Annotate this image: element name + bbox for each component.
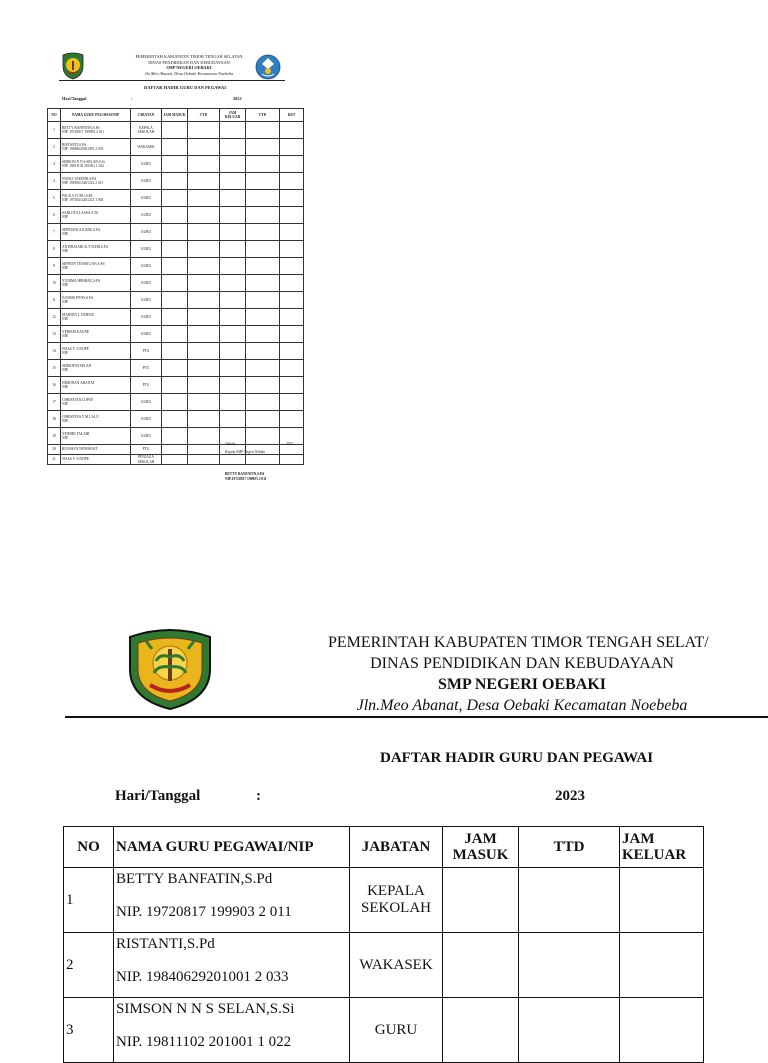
- row-ttd-2[interactable]: [246, 360, 280, 377]
- date-year: 2023: [555, 788, 585, 804]
- row-no: 5: [48, 190, 61, 207]
- row-ttd[interactable]: [188, 411, 220, 428]
- row-no: 20: [48, 445, 61, 455]
- col-jam-masuk: JAM MASUK: [443, 827, 519, 868]
- row-jam-keluar[interactable]: [220, 394, 246, 411]
- row-name-cell: [61, 455, 131, 465]
- table-row: [48, 258, 304, 275]
- row-ttd[interactable]: [188, 326, 220, 343]
- row-ttd-2[interactable]: [246, 275, 280, 292]
- row-name-cell: [114, 933, 350, 998]
- col-jam-keluar: JAM KELUAR: [220, 109, 246, 122]
- document-zoom-view: [0, 600, 768, 1050]
- row-ttd[interactable]: [188, 455, 220, 465]
- doc-title: DAFTAR HADIR GURU DAN PEGAWAI: [144, 85, 226, 90]
- table-row: [48, 122, 304, 139]
- row-jabatan: GURU: [350, 998, 443, 1063]
- row-jam-masuk[interactable]: [162, 455, 188, 465]
- row-jam-masuk[interactable]: [162, 139, 188, 156]
- row-ttd[interactable]: [188, 275, 220, 292]
- row-name-cell: [61, 122, 131, 139]
- table-row: [48, 139, 304, 156]
- row-jabatan: GURU: [131, 207, 162, 224]
- row-jabatan: GURU: [131, 411, 162, 428]
- row-jam-masuk[interactable]: [443, 998, 519, 1063]
- row-jam-keluar[interactable]: [220, 292, 246, 309]
- row-ttd[interactable]: [188, 241, 220, 258]
- row-no: 17: [48, 394, 61, 411]
- row-ttd[interactable]: [188, 394, 220, 411]
- row-no: 3: [48, 156, 61, 173]
- regency-crest-icon: [61, 52, 85, 80]
- row-jam-masuk[interactable]: [162, 326, 188, 343]
- row-jam-keluar[interactable]: [220, 173, 246, 190]
- row-jabatan: GURU: [131, 156, 162, 173]
- row-ttd[interactable]: [188, 122, 220, 139]
- col-ttd-2: TTD: [246, 109, 280, 122]
- signature-place: Oebaki,: [225, 442, 237, 446]
- row-no: 15: [48, 360, 61, 377]
- row-name-cell: [61, 445, 131, 455]
- table-row: [48, 173, 304, 190]
- row-nip: NIP. 19810615201212 2 011: [62, 181, 104, 185]
- row-jam-masuk[interactable]: [162, 224, 188, 241]
- row-ttd[interactable]: [188, 292, 220, 309]
- row-no: 10: [48, 275, 61, 292]
- row-name: RISTANTI,S.Pd: [62, 142, 86, 147]
- row-ket[interactable]: [280, 241, 304, 258]
- row-ttd[interactable]: [188, 207, 220, 224]
- doc-title: DAFTAR HADIR GURU DAN PEGAWAI: [380, 750, 654, 766]
- row-jabatan: KEPALA SEKOLAH: [131, 122, 162, 139]
- row-ket[interactable]: [280, 292, 304, 309]
- row-ttd[interactable]: [188, 258, 220, 275]
- row-ket[interactable]: [280, 326, 304, 343]
- row-name-cell: [61, 224, 131, 241]
- row-jam-keluar[interactable]: [220, 207, 246, 224]
- row-nip: NIP.: [62, 402, 69, 406]
- row-jam-masuk[interactable]: [162, 411, 188, 428]
- row-jam-masuk[interactable]: [162, 292, 188, 309]
- regency-crest-icon: [124, 627, 216, 711]
- row-ttd-2[interactable]: [246, 122, 280, 139]
- row-name: NIMONAN ABANAT: [62, 380, 95, 385]
- row-jabatan: GURU: [131, 394, 162, 411]
- row-no: 13: [48, 326, 61, 343]
- row-ttd-2[interactable]: [246, 309, 280, 326]
- table-row: [48, 309, 304, 326]
- row-name-cell: [61, 394, 131, 411]
- col-no: NO: [48, 109, 61, 122]
- row-jabatan: GURU: [131, 275, 162, 292]
- row-ttd[interactable]: [188, 309, 220, 326]
- row-no: 12: [48, 309, 61, 326]
- row-jabatan: PTG: [131, 360, 162, 377]
- row-jam-masuk[interactable]: [162, 445, 188, 455]
- row-jam-keluar[interactable]: [220, 411, 246, 428]
- row-jabatan: GURU: [131, 190, 162, 207]
- table-row: [48, 275, 304, 292]
- table-row: [64, 868, 704, 933]
- row-nip: NIP.: [62, 351, 69, 355]
- table-row: [48, 326, 304, 343]
- row-jam-masuk[interactable]: [443, 933, 519, 998]
- row-name-cell: [61, 156, 131, 173]
- row-nip: NIP.: [62, 249, 69, 253]
- col-ttd: TTD: [188, 109, 220, 122]
- table-row: [48, 190, 304, 207]
- letterhead: [322, 632, 722, 716]
- row-name: NOAS Y. S NOPE: [62, 346, 89, 351]
- table-row: [48, 428, 304, 445]
- table-row: [48, 360, 304, 377]
- row-ttd-2[interactable]: [246, 139, 280, 156]
- row-nip: NIP.: [62, 334, 69, 338]
- row-jam-keluar[interactable]: [220, 139, 246, 156]
- row-name: BETTY BANFATIN,S.Pd: [62, 125, 100, 130]
- row-jabatan: GURU: [131, 241, 162, 258]
- row-ttd-2[interactable]: [246, 173, 280, 190]
- row-name: RUNOH N NENOBAIT: [62, 447, 98, 452]
- row-ttd-2[interactable]: [246, 428, 280, 445]
- row-name: JUNIOR PITAY,S.Pd: [62, 295, 93, 300]
- row-nip: NIP.: [62, 317, 69, 321]
- row-ttd-2[interactable]: [246, 241, 280, 258]
- row-no: 2: [64, 933, 114, 998]
- row-name: RISTANTI,S.Pd: [116, 936, 215, 952]
- row-jabatan: GURU: [131, 428, 162, 445]
- row-ttd-2[interactable]: [246, 224, 280, 241]
- row-ket[interactable]: [280, 224, 304, 241]
- date-colon: :: [256, 788, 261, 804]
- date-label: Hari/Tanggal: [115, 788, 201, 804]
- row-jabatan: KEPALA SEKOLAH: [350, 868, 443, 933]
- row-nip: NIP.: [62, 232, 69, 236]
- row-jam-keluar[interactable]: [220, 224, 246, 241]
- table-row: [48, 156, 304, 173]
- row-ttd[interactable]: [188, 190, 220, 207]
- row-jam-keluar[interactable]: [220, 190, 246, 207]
- row-ttd-2[interactable]: [246, 190, 280, 207]
- row-nip: NIP. 19840629201001 2 033: [116, 969, 289, 985]
- row-name: PACE A TUNU,S.Pd: [62, 193, 93, 198]
- row-no: 2: [48, 139, 61, 156]
- row-jam-keluar[interactable]: [220, 241, 246, 258]
- row-ttd-2[interactable]: [246, 394, 280, 411]
- row-jabatan: GURU: [131, 173, 162, 190]
- attendance-table: [47, 108, 304, 465]
- row-ket[interactable]: [280, 190, 304, 207]
- row-jam-keluar[interactable]: [620, 998, 704, 1063]
- row-jam-keluar[interactable]: [220, 156, 246, 173]
- row-name: CHRISTIAN LOPAY: [62, 397, 94, 402]
- table-row: [48, 445, 304, 455]
- row-nip: NIP. 19811102 201001 1 022: [116, 1034, 292, 1050]
- attendance-table: [63, 826, 704, 1063]
- table-row: [64, 933, 704, 998]
- row-jam-masuk[interactable]: [162, 190, 188, 207]
- col-no: NO: [64, 827, 114, 868]
- letterhead-address: Jln.Meo Abanat, Desa Oebaki Kecamatan Noebeba: [144, 70, 234, 76]
- row-ttd[interactable]: [519, 933, 620, 998]
- table-row: [48, 455, 304, 465]
- row-no: 9: [48, 258, 61, 275]
- row-jabatan: PTG: [131, 377, 162, 394]
- row-ket[interactable]: [280, 377, 304, 394]
- tut-wuri-handayani-icon: [255, 54, 281, 80]
- row-ttd[interactable]: [188, 377, 220, 394]
- table-header-row: [64, 827, 704, 868]
- row-jam-masuk[interactable]: [443, 868, 519, 933]
- row-jam-keluar[interactable]: [220, 455, 246, 465]
- col-ket: KET: [280, 109, 304, 122]
- row-ttd[interactable]: [188, 360, 220, 377]
- row-jabatan: GURU: [131, 326, 162, 343]
- row-nip: NIP. 19811102 201001 1 022: [62, 164, 104, 168]
- row-nip: NIP. 19730414201212 1 002: [62, 198, 104, 202]
- row-ttd-2[interactable]: [246, 411, 280, 428]
- col-name: NAMA GURU PEGAWAI/NIP: [114, 827, 350, 868]
- row-name-cell: [61, 275, 131, 292]
- row-ttd[interactable]: [519, 868, 620, 933]
- row-ttd[interactable]: [188, 173, 220, 190]
- col-ttd: TTD: [519, 827, 620, 868]
- row-jabatan: PTG: [131, 445, 162, 455]
- row-name-cell: [61, 139, 131, 156]
- row-ket[interactable]: [280, 173, 304, 190]
- row-no: 6: [48, 207, 61, 224]
- row-name-cell: [114, 998, 350, 1063]
- row-name-cell: [61, 377, 131, 394]
- row-jam-masuk[interactable]: [162, 343, 188, 360]
- row-ttd[interactable]: [188, 428, 220, 445]
- row-name-cell: [114, 868, 350, 933]
- row-name-cell: [61, 258, 131, 275]
- signature-year: 2022: [286, 442, 294, 446]
- row-jabatan: PTG: [131, 343, 162, 360]
- row-jabatan: GURU: [131, 258, 162, 275]
- row-name: CHRISTINA Y M LALU: [62, 414, 99, 419]
- row-jabatan: GURU: [131, 292, 162, 309]
- row-no: 1: [48, 122, 61, 139]
- row-name: SIMSON N N S SELAN,S.Si: [116, 1001, 295, 1017]
- row-jam-masuk[interactable]: [162, 156, 188, 173]
- row-name: SEPRIANI A KABU,S.Pd: [62, 227, 100, 232]
- row-name-cell: [61, 326, 131, 343]
- row-nip: NIP.: [62, 283, 69, 287]
- row-ket[interactable]: [280, 258, 304, 275]
- row-no: 19: [48, 428, 61, 445]
- row-no: 4: [48, 173, 61, 190]
- table-row: [48, 292, 304, 309]
- row-ket[interactable]: [280, 394, 304, 411]
- row-nip: NIP.: [62, 300, 69, 304]
- row-name-cell: [61, 190, 131, 207]
- row-name-cell: [61, 292, 131, 309]
- row-ket[interactable]: [280, 122, 304, 139]
- row-jam-keluar[interactable]: [220, 122, 246, 139]
- row-jam-masuk[interactable]: [162, 377, 188, 394]
- table-row: [48, 241, 304, 258]
- row-name: BETTY BANFATIN,S.Pd: [116, 871, 273, 887]
- row-nip: NIP. 19720817 199903 2 011: [62, 130, 105, 134]
- row-ttd[interactable]: [188, 156, 220, 173]
- row-ttd-2[interactable]: [246, 326, 280, 343]
- row-jam-keluar[interactable]: [220, 360, 246, 377]
- letterhead-school: SMP NEGERI OEBAKI: [437, 676, 607, 693]
- table-header-row: [48, 109, 304, 122]
- row-ket[interactable]: [280, 360, 304, 377]
- letterhead-line2: DINAS PENDIDIKAN DAN KEBUDAYAAN: [370, 655, 674, 672]
- row-no: 8: [48, 241, 61, 258]
- table-row: [48, 394, 304, 411]
- table-row: [48, 207, 304, 224]
- row-ttd[interactable]: [188, 445, 220, 455]
- row-ket[interactable]: [280, 275, 304, 292]
- row-jam-keluar[interactable]: [220, 326, 246, 343]
- row-ket[interactable]: [280, 207, 304, 224]
- col-jabatan: JABATAN: [131, 109, 162, 122]
- row-ttd-2[interactable]: [246, 292, 280, 309]
- row-name: SEFRON TENISTUAN,S.Pd: [62, 261, 105, 266]
- row-jam-masuk[interactable]: [162, 241, 188, 258]
- letterhead: [105, 54, 273, 76]
- document-thumbnail: [45, 48, 305, 493]
- row-name-cell: [61, 173, 131, 190]
- row-jam-masuk[interactable]: [162, 207, 188, 224]
- signature-role: Kepala SMP Negeri Oebaki: [225, 450, 266, 454]
- row-ket[interactable]: [280, 343, 304, 360]
- row-jam-keluar[interactable]: [620, 933, 704, 998]
- row-name: YERIEM KAUNE: [62, 329, 90, 334]
- row-nip: NIP. 19720817 199903 2 011: [116, 904, 292, 920]
- date-label: Hari/Tanggal: [62, 96, 87, 101]
- table-row: [64, 998, 704, 1063]
- row-ket[interactable]: [280, 309, 304, 326]
- row-jam-masuk[interactable]: [162, 428, 188, 445]
- row-jam-keluar[interactable]: [620, 868, 704, 933]
- table-row: [48, 411, 304, 428]
- row-jabatan: GURU: [131, 224, 162, 241]
- letterhead-rule: [59, 80, 285, 81]
- row-no: 1: [64, 868, 114, 933]
- table-row: [48, 224, 304, 241]
- col-jabatan: JABATAN: [350, 827, 443, 868]
- row-jam-keluar[interactable]: [220, 309, 246, 326]
- row-nip: NIP.: [62, 419, 69, 423]
- row-name-cell: [61, 241, 131, 258]
- row-name: YENDRI TALAHI: [62, 431, 90, 436]
- row-ttd-2[interactable]: [246, 343, 280, 360]
- table-row: [48, 377, 304, 394]
- row-name-cell: [61, 207, 131, 224]
- row-jabatan: GURU: [131, 309, 162, 326]
- signature-nip: NIP.19720817 199903 2 011: [225, 477, 267, 481]
- row-name-cell: [61, 309, 131, 326]
- row-no: 21: [48, 455, 61, 465]
- row-nip: NIP.: [62, 215, 69, 219]
- row-name-cell: [61, 411, 131, 428]
- row-no: 16: [48, 377, 61, 394]
- letterhead-rule: [65, 716, 768, 718]
- row-name-cell: [61, 343, 131, 360]
- date-year: 2022: [233, 96, 242, 101]
- row-name: SARLOTA LASSA S.Th: [62, 210, 98, 215]
- col-name: NAMA GURU PEGAWAI/NIP: [61, 109, 131, 122]
- row-nip: NIP.: [62, 266, 69, 270]
- row-ttd-2[interactable]: [246, 156, 280, 173]
- row-name: SIMSOFNI SELAN: [62, 363, 92, 368]
- row-jam-masuk[interactable]: [162, 394, 188, 411]
- row-ttd[interactable]: [188, 343, 220, 360]
- row-ket[interactable]: [280, 156, 304, 173]
- row-jam-masuk[interactable]: [162, 173, 188, 190]
- row-name: NOAS Y. S NOPE: [62, 457, 89, 462]
- row-no: 3: [64, 998, 114, 1063]
- row-jam-keluar[interactable]: [220, 377, 246, 394]
- row-jam-keluar[interactable]: [220, 258, 246, 275]
- row-nip: NIP. 19840629201001 2 033: [62, 147, 104, 151]
- letterhead-line2: DINAS PENDIDIKAN DAN KEBUDAYAAN: [148, 59, 230, 65]
- row-name: YUNIMA HEBHAU,S.Pd: [62, 278, 101, 283]
- row-jam-masuk[interactable]: [162, 360, 188, 377]
- row-name: MARTEN L ITHENU: [62, 312, 95, 317]
- row-name: ANTHLISARI K.Y DABI,S.Pd: [62, 244, 108, 249]
- row-name-cell: [61, 428, 131, 445]
- row-no: 14: [48, 343, 61, 360]
- row-jam-masuk[interactable]: [162, 309, 188, 326]
- row-no: 18: [48, 411, 61, 428]
- row-ttd-2[interactable]: [246, 207, 280, 224]
- letterhead-address: Jln.Meo Abanat, Desa Oebaki Kecamatan Noebeba: [356, 697, 688, 714]
- row-jabatan: PENJAGA SEKOLAH: [131, 455, 162, 465]
- row-jam-keluar[interactable]: [220, 343, 246, 360]
- row-ttd[interactable]: [188, 139, 220, 156]
- row-no: 11: [48, 292, 61, 309]
- row-name: NANCI TAEDINI,S.Pd: [62, 176, 97, 181]
- row-nip: NIP.: [62, 385, 69, 389]
- row-ttd-2[interactable]: [246, 258, 280, 275]
- row-ttd-2[interactable]: [246, 455, 280, 465]
- row-nip: NIP.: [62, 436, 69, 440]
- table-row: [48, 343, 304, 360]
- letterhead-line1: PEMERINTAH KABUPATEN TIMOR TENGAH SELAT/: [328, 634, 709, 651]
- letterhead-school: SMP NEGERI OEBAKI: [166, 65, 212, 71]
- row-jam-masuk[interactable]: [162, 275, 188, 292]
- row-ttd[interactable]: [519, 998, 620, 1063]
- date-colon: :: [131, 96, 133, 101]
- letterhead-line1: PEMERINTAH KABUPATEN TIMOR TENGAH SELATAN: [135, 54, 243, 59]
- row-ttd[interactable]: [188, 224, 220, 241]
- signature-name: BETTY BANFATIN,S.Pd: [225, 472, 265, 476]
- row-ket[interactable]: [280, 139, 304, 156]
- row-jam-masuk[interactable]: [162, 258, 188, 275]
- row-ttd-2[interactable]: [246, 377, 280, 394]
- col-jam-masuk: JAM MASUK: [162, 109, 188, 122]
- row-name-cell: [61, 360, 131, 377]
- row-ket[interactable]: [280, 455, 304, 465]
- row-jabatan: WAKASEK: [131, 139, 162, 156]
- row-nip: NIP.: [62, 368, 69, 372]
- row-no: 7: [48, 224, 61, 241]
- row-jam-keluar[interactable]: [220, 275, 246, 292]
- row-jabatan: WAKASEK: [350, 933, 443, 998]
- row-name: SIMSON N N S SELAN,S.Si: [62, 159, 105, 164]
- row-jam-masuk[interactable]: [162, 122, 188, 139]
- row-ket[interactable]: [280, 411, 304, 428]
- col-jam-keluar: JAM KELUAR: [620, 827, 704, 868]
